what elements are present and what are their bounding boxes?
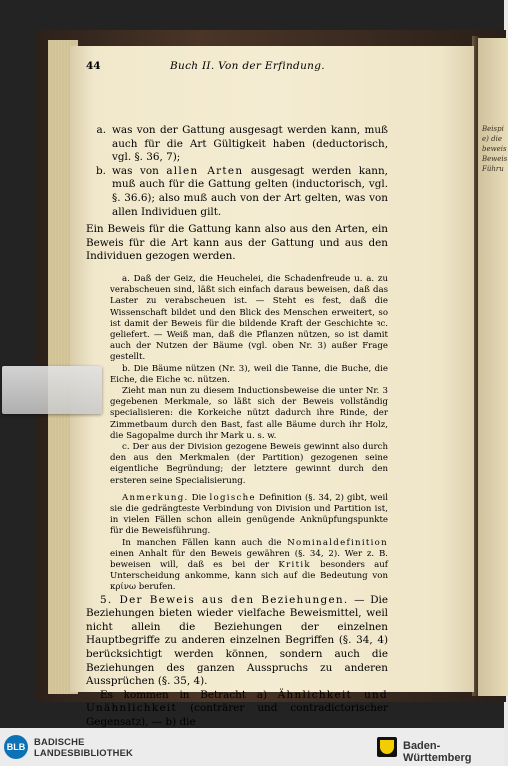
blb-logo-icon[interactable]: BLB bbox=[4, 735, 28, 759]
paragraph: Ein Beweis für die Gattung kann also aus den Arten, ein Beweis für die Art kann aus der Gattung und aus den Individuen gezogen werden. bbox=[86, 223, 388, 263]
remark-label: Anmerkung. bbox=[122, 492, 189, 503]
example-block bbox=[110, 274, 388, 594]
example-c: c. Der aus der Division gezogene Beweis gewinnt also durch den aus den Merkmalen (der Partition) gezogenen seine eigentliche Begründung; der letztere gewinnt durch den ersteren seine Specialisierung. bbox=[110, 441, 388, 486]
page-body bbox=[86, 124, 388, 730]
page-number: 44 bbox=[86, 60, 101, 72]
list-marker: b. bbox=[96, 164, 106, 177]
paper-bookmark bbox=[2, 366, 102, 414]
next-page-edge bbox=[478, 38, 508, 696]
remark: Anmerkung. Die logische Definition (§. 34, 2) gibt, weil sie die gedrängteste Verbindung von Division und Partition ist, in vielen Fällen schon allein genügende Anknüpfungspunkte für die Beweisführung. bbox=[110, 492, 388, 537]
section-5: 5. Der Beweis aus den Beziehungen. — Die Beziehungen bieten wieder vielfache Beweismittel, weil nicht allein die Beziehungen der einzelnen Hauptbegriffe zu anderen einzelnen Begriffen (§. 34, 4) berücksichtigt werden können, sondern auch die Beziehungen des ganzen Ausspruchs zu anderen Aussprüchen (§. 35, 4). bbox=[86, 593, 388, 688]
next-page-text: Beispi e) die beweis Beweis Führu bbox=[482, 125, 508, 173]
list-item bbox=[86, 165, 388, 219]
coat-of-arms-icon bbox=[377, 737, 397, 757]
list-text: was von allen Arten ausgesagt werden kann, muß auch für die Gattung gelten (inductorisch, vgl. §. 36.6); also muß auch von der Art gelten, was von allen Individuen gilt. bbox=[112, 164, 388, 218]
spaced-emphasis: allen Arten bbox=[166, 164, 244, 177]
state-name[interactable]: Baden-Württemberg bbox=[403, 740, 472, 764]
list-text: was von der Gattung ausgesagt werden kann, muß auch für die Art Gültigkeit haben (deductorisch, vgl. §. 36, 7); bbox=[112, 124, 388, 164]
example-a: a. Daß der Geiz, die Heuchelei, die Schadenfreude u. a. zu verabscheuen sind, läßt sich einfach daraus beweisen, daß das Laster zu verabscheuen ist. — Steht es fest, daß die Wissenschaft bildet und den Blick des Menschen erweitert, so ist damit der Beweis für die bildende Kraft der Geschichte ꝛc. geliefert. — Weiß man, daß die Pflanzen nützen, so ist damit auch der Nutzen der Bäume (vgl. oben Nr. 3) außer Frage gestellt. bbox=[110, 273, 388, 363]
example-b: b. Die Bäume nützen (Nr. 3), weil die Tanne, die Buche, die Eiche, die Eiche ꝛc. nützen. bbox=[110, 363, 388, 385]
section-5-continued: Es kommen in Betracht a) Ähnlichkeit und Unähnlichkeit (conträrer und contradictorischer Gegensatz), — b) die bbox=[86, 688, 389, 728]
section-heading: 5. Der Beweis aus den Beziehungen. bbox=[100, 593, 349, 606]
footer-bar bbox=[0, 728, 504, 766]
running-title: Buch II. Von der Erfindung. bbox=[170, 60, 325, 72]
example-b-continued: Zieht man nun zu diesem Inductionsbeweise die unter Nr. 3 gegebenen Merkmale, so läßt sich der Beweis vollständig specialisieren: die Korkeiche nützt dadurch ihre Rinde, der Zimmetbaum durch den Bast, fast alle Bäume durch ihr Holz, die Sagopalme durch ihr Mark u. s. w. bbox=[110, 385, 388, 441]
list-marker: a. bbox=[96, 124, 106, 136]
library-name[interactable]: BADISCHE LANDESBIBLIOTHEK bbox=[34, 736, 134, 758]
remark-continued: In manchen Fällen kann auch die Nominaldefinition einen Anhalt für den Beweis gewähren (§. 34, 2). Wer z. B. beweisen will, daß es bei der Kritik besonders auf Unterscheidung ankomme, kann sich auf die Bedeutung von κρίνω berufen. bbox=[110, 537, 388, 593]
list-item bbox=[86, 124, 388, 165]
